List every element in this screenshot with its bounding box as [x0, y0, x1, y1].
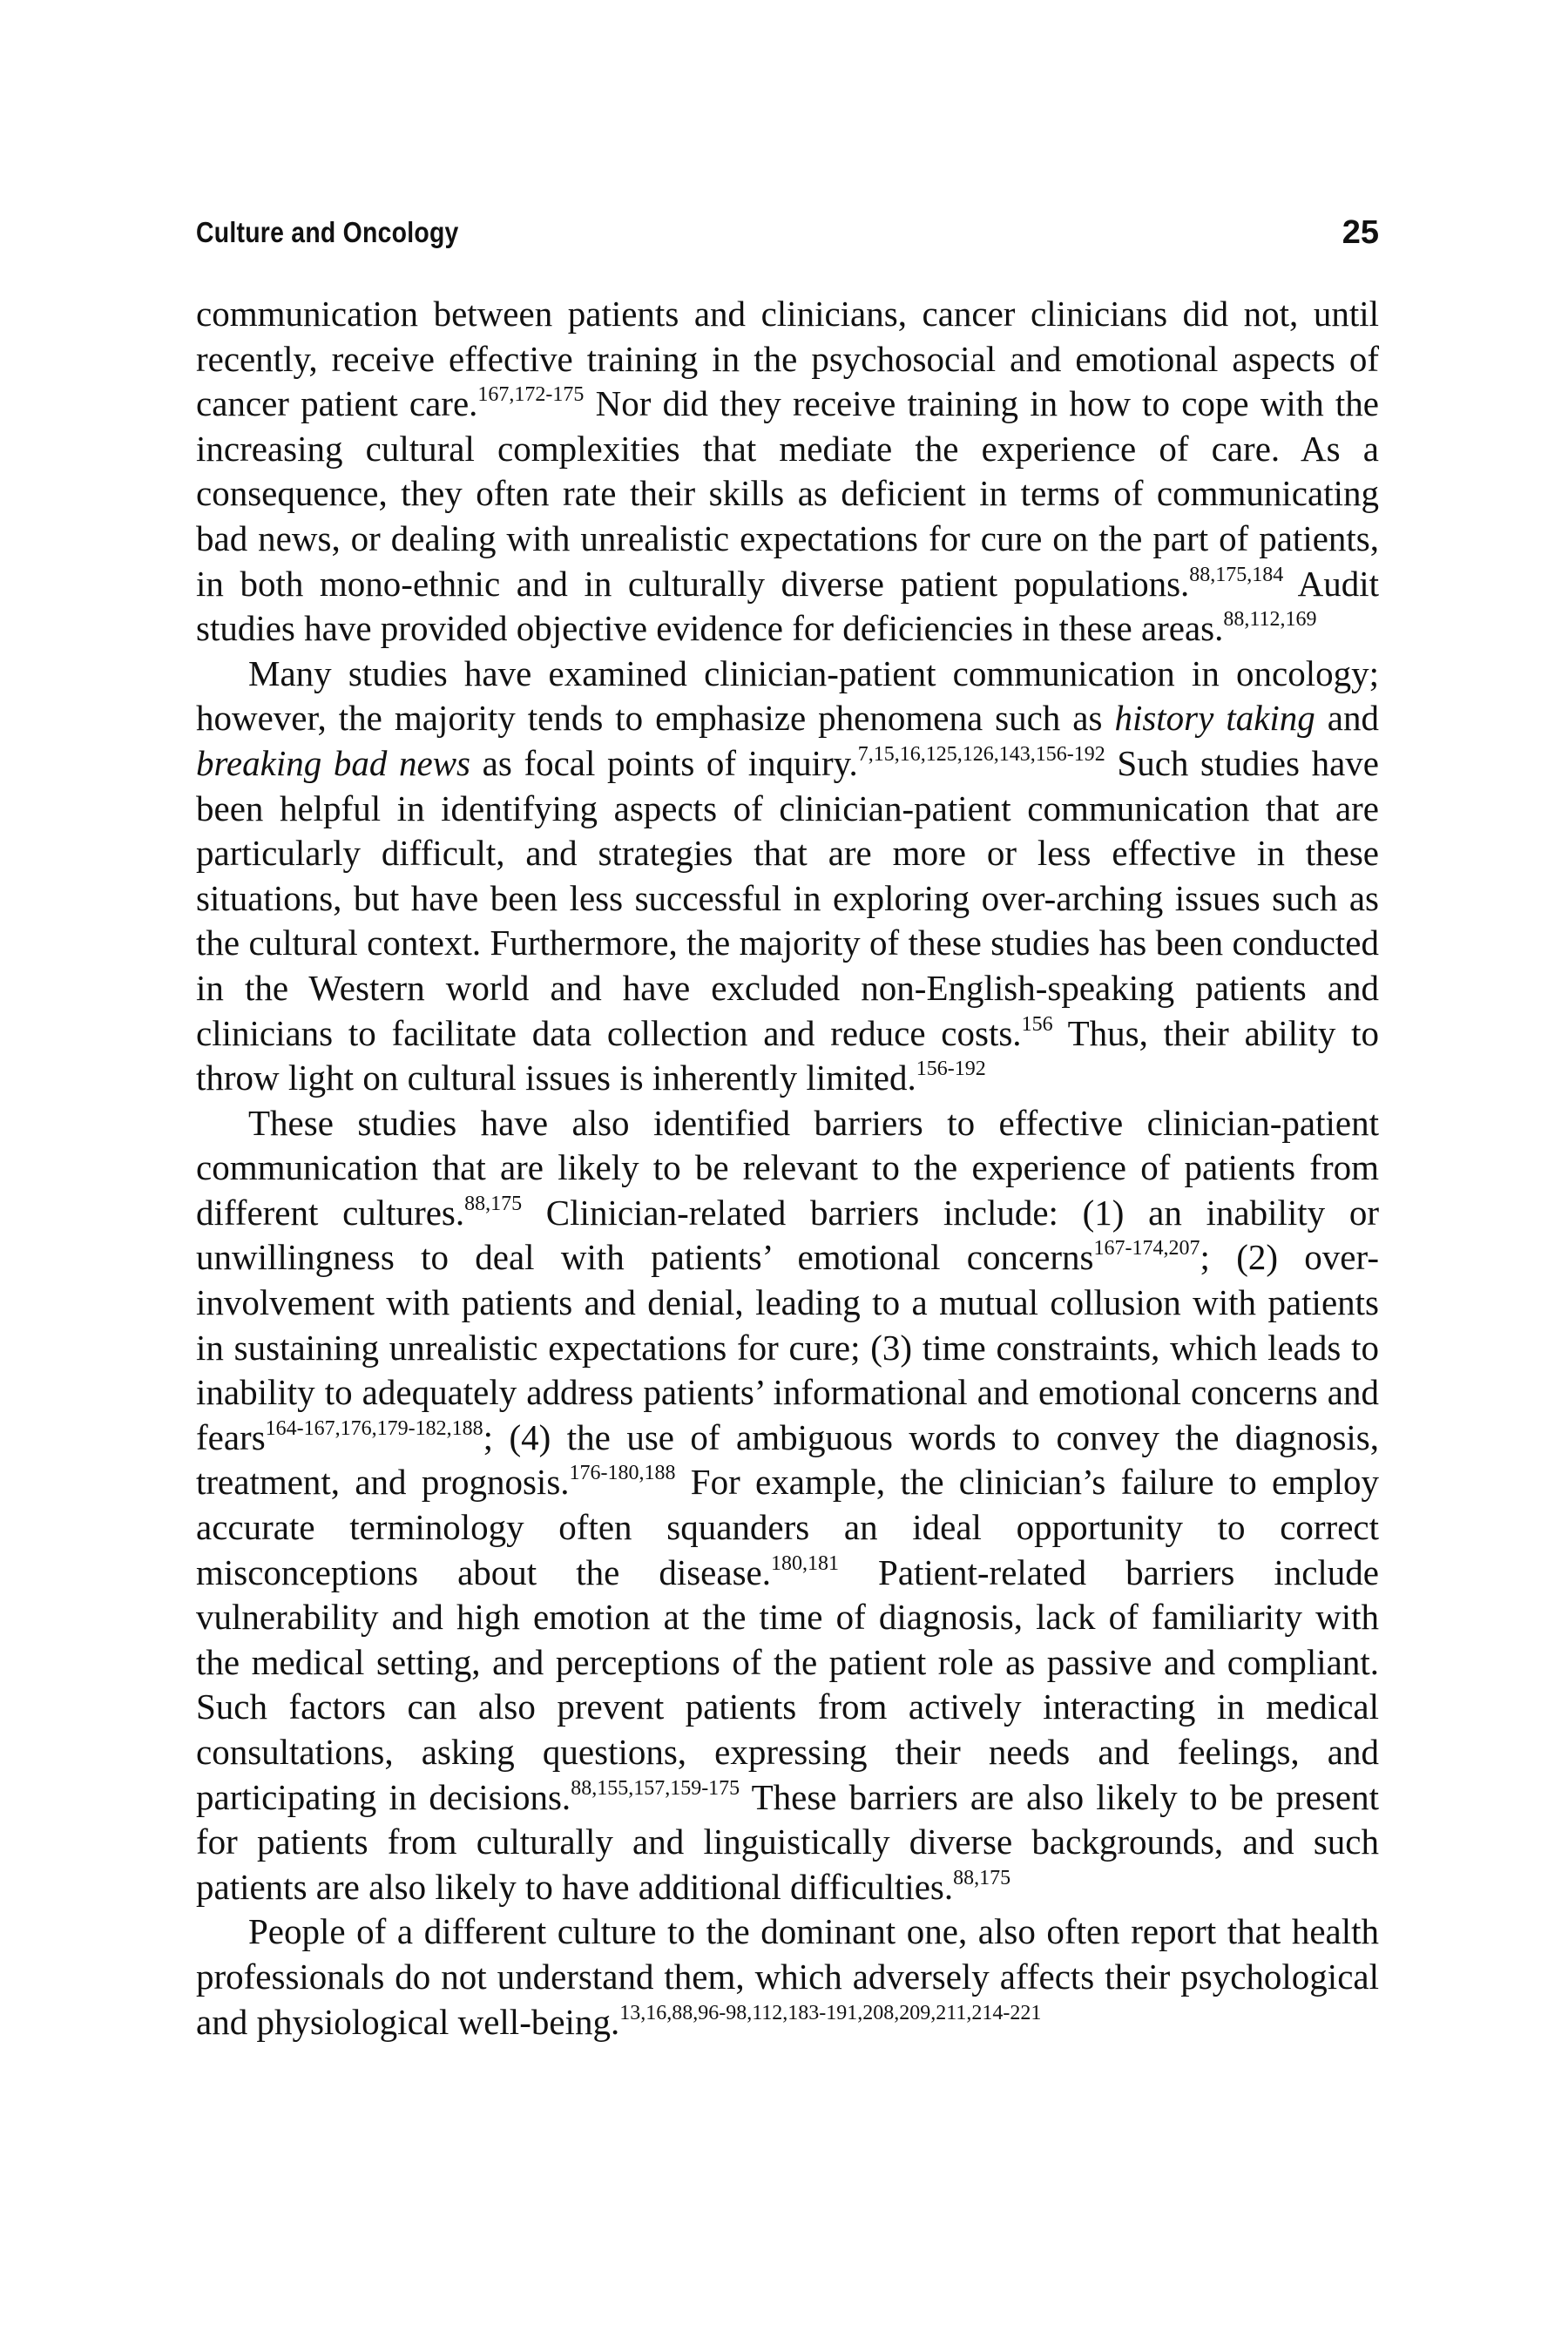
page-number: 25 — [1342, 214, 1379, 251]
citation-superscript: 88,155,157,159-175 — [571, 1776, 740, 1800]
text-run: ; (2) over-involvement with patients and denial, leading to a mutual collusion with patients in sustaining unrealistic expectations for cure; (3) time constraints, which leads to inability to adequately address patients’ informational and emotional concerns and fears — [196, 1237, 1379, 1457]
citation-superscript: 164-167,176,179-182,188 — [265, 1416, 483, 1440]
italic-term: breaking bad news — [196, 742, 471, 783]
citation-superscript: 156 — [1021, 1012, 1053, 1036]
text-run: and — [1315, 698, 1380, 739]
text-run: Thus, their ability to throw light on cultural issues is inherently limited. — [196, 1012, 1380, 1098]
citation-superscript: 7,15,16,125,126,143,156-192 — [857, 742, 1105, 766]
citation-superscript: 156-192 — [916, 1058, 986, 1081]
citation-superscript: 176-180,188 — [569, 1462, 676, 1485]
text-run: communication between patients and clinicians, cancer clinicians did not, until recently, receive effective training in the psychosocial and emotional aspects of cancer patient care. — [196, 294, 1379, 424]
running-head — [196, 216, 1379, 258]
body-text — [196, 292, 1379, 2044]
text-run: For example, the clinician’s failure to employ accurate terminology often squanders an ideal opportunity to correct misconceptions about the disease. — [196, 1462, 1380, 1592]
text-run: Patient-related barriers include vulnerability and high emotion at the time of diagnosis, lack of familiarity with the medical setting, and perceptions of the patient role as passive and compliant. Such factors can also prevent patients from actively interacting in medical consultations, asking questions, expressing their needs and feelings, and participating in decisions. — [196, 1551, 1379, 1817]
citation-superscript: 167,172-175 — [477, 383, 585, 407]
text-run: Nor did they receive training in how to cope with the increasing cultural complexities that mediate the experience of care. As a consequence, they often rate their skills as deficient in terms of communicating bad news, or dealing with unrealistic expectations for cure on the part of patients, in both mono-ethnic and in culturally diverse patient populations. — [196, 383, 1379, 604]
paragraph — [196, 652, 1379, 1101]
citation-superscript: 88,175,184 — [1189, 563, 1284, 586]
text-run: Many studies have examined clinician-patient communication in oncology; however, the majority tends to emphasize phenomena such as — [196, 652, 1379, 739]
citation-superscript: 180,181 — [770, 1551, 839, 1575]
citation-superscript: 13,16,88,96-98,112,183-191,208,209,211,214-221 — [619, 2001, 1042, 2024]
citation-superscript: 88,175 — [464, 1192, 523, 1215]
text-run: Such studies have been helpful in identifying aspects of clinician-patient communication that are particularly difficult, and strategies that are more or less effective in these situations, but have been less successful in exploring over-arching issues such as the cultural context. Furthermore, the majority of these studies has been conducted in the Western world and have excluded non-English-speaking patients and clinicians to facilitate data collection and reduce costs. — [196, 742, 1379, 1053]
paragraph — [196, 292, 1379, 652]
paragraph — [196, 1909, 1379, 2044]
text-run: People of a different culture to the dominant one, also often report that health professionals do not understand them, which adversely affects their psychological and physiological well-being. — [196, 1911, 1379, 2042]
paragraph — [196, 1101, 1379, 1910]
text-run: Clinician-related barriers include: (1) an inability or unwillingness to deal with patients’ emotional concerns — [196, 1192, 1379, 1278]
text-run: Audit studies have provided objective evidence for deficiencies in these areas. — [196, 563, 1379, 649]
text-run: These studies have also identified barriers to effective clinician-patient communication that are likely to be relevant to the experience of patients from different cultures. — [196, 1102, 1379, 1233]
text-run: as focal points of inquiry. — [470, 742, 858, 783]
citation-superscript: 167-174,207 — [1093, 1237, 1200, 1260]
text-run: ; (4) the use of ambiguous words to convey the diagnosis, treatment, and prognosis. — [196, 1416, 1379, 1503]
running-title: Culture and Oncology — [196, 216, 459, 248]
citation-superscript: 88,175 — [953, 1866, 1011, 1889]
citation-superscript: 88,112,169 — [1223, 608, 1317, 632]
italic-term: history taking — [1114, 698, 1315, 739]
text-run: These barriers are also likely to be present for patients from culturally and linguistically diverse backgrounds, and such patients are also likely to have additional difficulties. — [196, 1776, 1379, 1907]
